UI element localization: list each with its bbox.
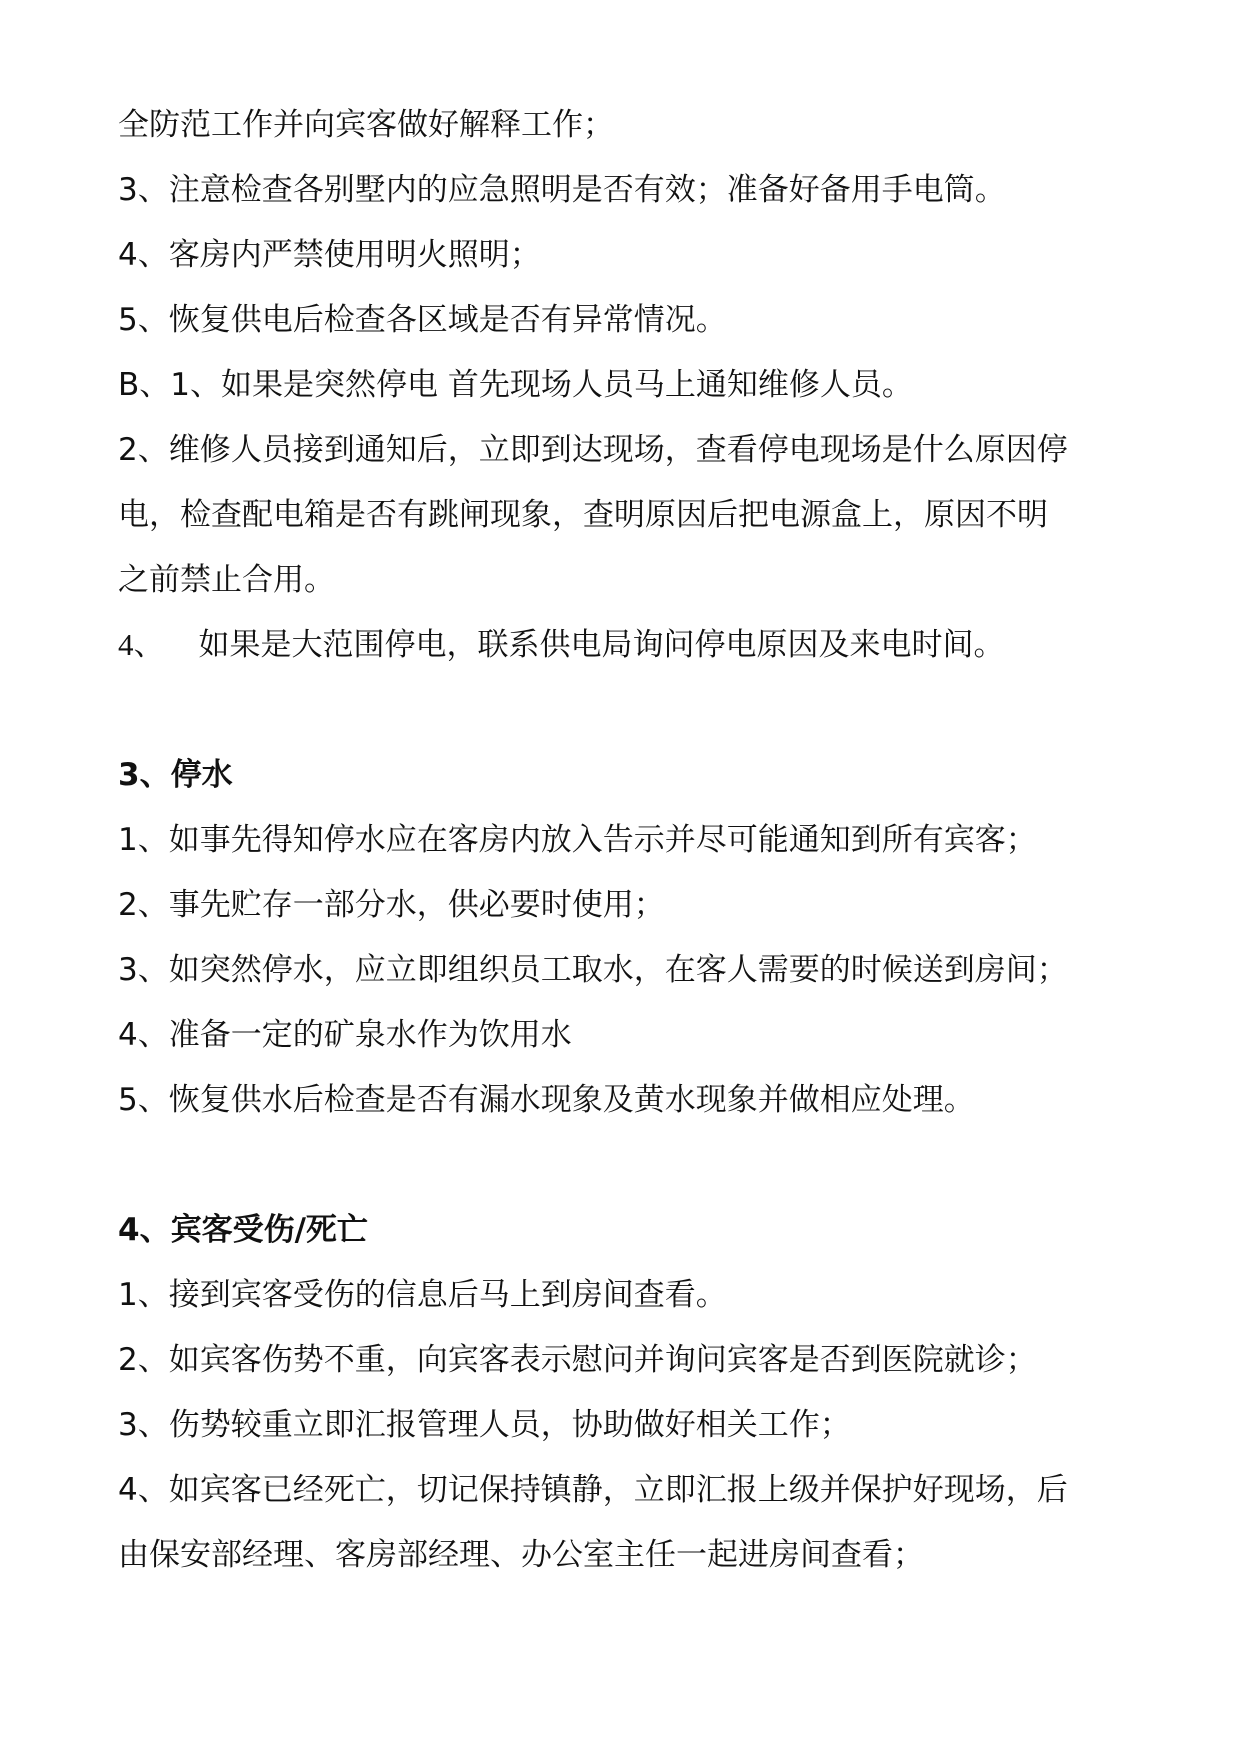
list-item: B、1、如果是突然停电 首先现场人员马上通知维修人员。: [118, 367, 913, 403]
paragraph-line: 电，检查配电箱是否有跳闸现象，查明原因后把电源盒上，原因不明: [118, 497, 1048, 533]
list-item-number: 4、: [118, 627, 165, 662]
list-item: 2、事先贮存一部分水，供必要时使用；: [118, 887, 665, 923]
list-item: 2、如宾客伤势不重，向宾客表示慰问并询问宾客是否到医院就诊；: [118, 1342, 1037, 1378]
list-item: 3、注意检查各别墅内的应急照明是否有效；准备好备用手电筒。: [118, 172, 1006, 208]
section-heading-water-outage: 3、停水: [118, 757, 233, 793]
paragraph-line: 之前禁止合用。: [118, 562, 335, 598]
list-item: 3、如突然停水，应立即组织员工取水，在客人需要的时候送到房间；: [118, 952, 1068, 988]
section-heading-guest-injury: 4、宾客受伤/死亡: [118, 1212, 368, 1248]
list-item: 5、恢复供电后检查各区域是否有异常情况。: [118, 302, 727, 338]
list-item-text: 如果是大范围停电，联系供电局询问停电原因及来电时间。: [198, 627, 1005, 663]
list-item: 2、维修人员接到通知后，立即到达现场，查看停电现场是什么原因停: [118, 432, 1068, 468]
paragraph-line: 全防范工作并向宾客做好解释工作；: [118, 107, 614, 143]
paragraph-line: 由保安部经理、客房部经理、办公室主任一起进房间查看；: [118, 1537, 924, 1573]
list-item: 5、恢复供水后检查是否有漏水现象及黄水现象并做相应处理。: [118, 1082, 975, 1118]
list-item: 4、准备一定的矿泉水作为饮用水: [118, 1017, 572, 1053]
list-item: 1、接到宾客受伤的信息后马上到房间查看。: [118, 1277, 727, 1313]
list-item: 4、如宾客已经死亡，切记保持镇静，立即汇报上级并保护好现场，后: [118, 1472, 1068, 1508]
list-item: 4、客房内严禁使用明火照明；: [118, 237, 541, 273]
list-item: 1、如事先得知停水应在客房内放入告示并尽可能通知到所有宾客；: [118, 822, 1037, 858]
list-item: 3、伤势较重立即汇报管理人员，协助做好相关工作；: [118, 1407, 851, 1443]
list-item: [118, 625, 1168, 665]
